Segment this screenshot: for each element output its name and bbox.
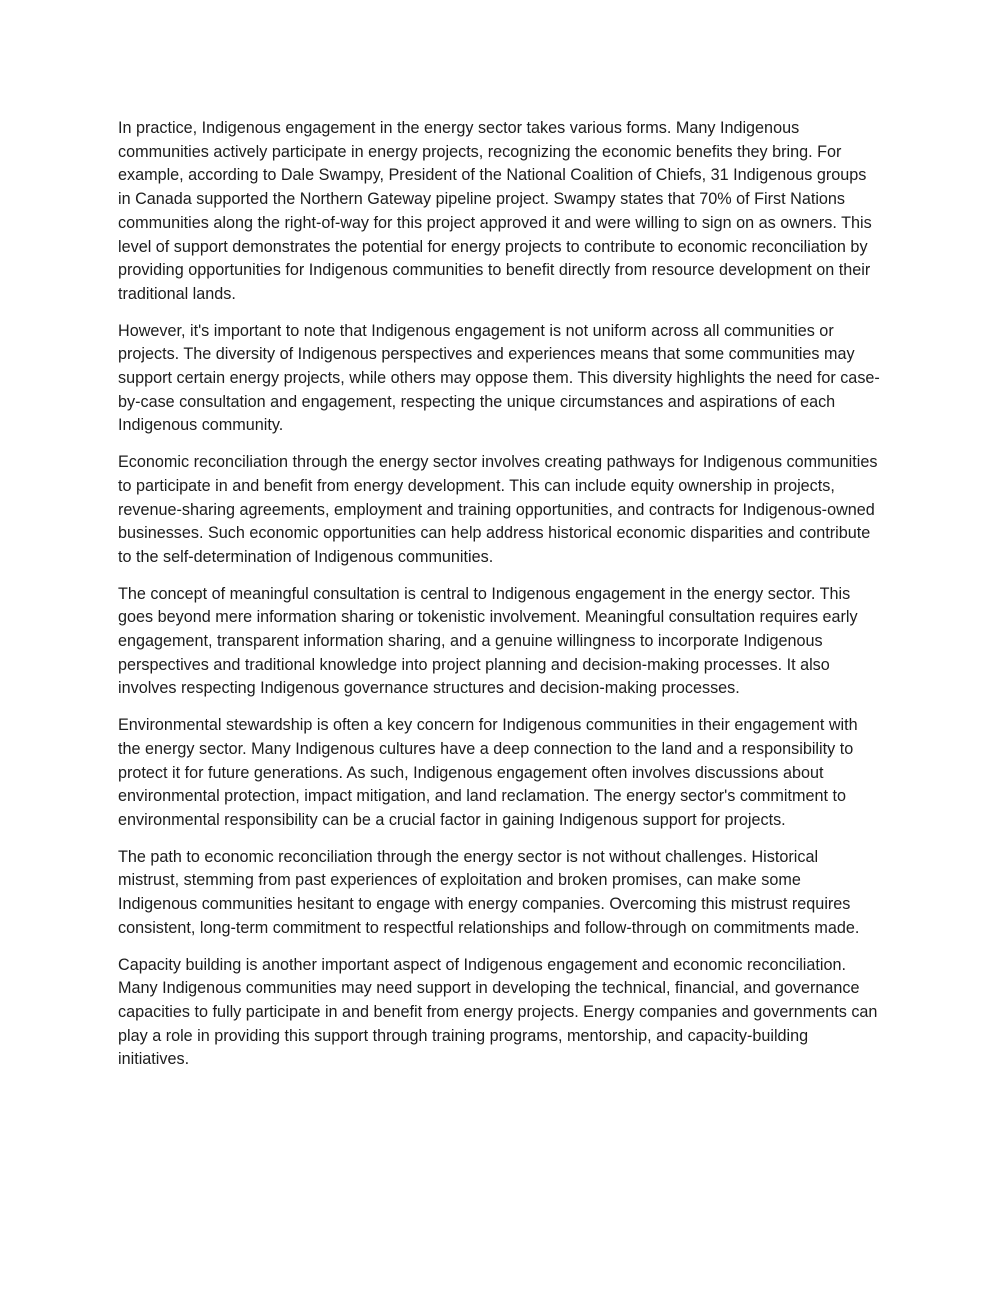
paragraph-capacity-building: Capacity building is another important aspect of Indigenous engagement and economic reconciliation. Many Indigenous communities may need support in developing the technical, financial, and governance capacities to fully participate in and benefit from energy projects. Energy companies and governments can play a role in providing this support through training programs, mentorship, and capacity-building initiatives.: [118, 955, 878, 1069]
paragraph-practice-forms: In practice, Indigenous engagement in the energy sector takes various forms. Many Indigenous communities actively participate in energy projects, recognizing the economic benefits they bring. For example, according to Dale Swampy, President of the National Coalition of Chiefs, 31 Indigenous groups in Canada supported the Northern Gateway pipeline project. Swampy states that 70% of First Nations communities along the right-of-way for this project approved it and were willing to sign on as owners. This level of support demonstrates the potential for energy projects to contribute to economic reconciliation by providing opportunities for Indigenous communities to benefit directly from resource development on their traditional lands.: [118, 119, 872, 303]
paragraph-challenges: The path to economic reconciliation through the energy sector is not without challenges. Historical mistrust, stemming from past experiences of exploitation and broken promises, can make some Indigenous communities hesitant to engage with energy companies. Overcoming this mistrust requires consistent, long-term commitment to respectful relationships and follow-through on commitments made.: [118, 847, 860, 937]
document-body: [118, 117, 882, 1085]
paragraph-engagement-not-uniform: However, it's important to note that Indigenous engagement is not uniform across all communities or projects. The diversity of Indigenous perspectives and experiences means that some communities may support certain energy projects, while others may oppose them. This diversity highlights the need for case-by-case consultation and engagement, respecting the unique circumstances and aspirations of each Indigenous community.: [118, 321, 880, 435]
paragraph-meaningful-consultation: The concept of meaningful consultation is central to Indigenous engagement in the energy sector. This goes beyond mere information sharing or tokenistic involvement. Meaningful consultation requires early engagement, transparent information sharing, and a genuine willingness to incorporate Indigenous perspectives and traditional knowledge into project planning and decision-making processes. It also involves respecting Indigenous governance structures and decision-making processes.: [118, 584, 858, 698]
paragraph-economic-reconciliation: Economic reconciliation through the energy sector involves creating pathways for Indigenous communities to participate in and benefit from energy development. This can include equity ownership in projects, revenue-sharing agreements, employment and training opportunities, and contracts for Indigenous-owned businesses. Such economic opportunities can help address historical economic disparities and contribute to the self-determination of Indigenous communities.: [118, 453, 878, 566]
paragraph-environmental-stewardship: Environmental stewardship is often a key concern for Indigenous communities in their engagement with the energy sector. Many Indigenous cultures have a deep connection to the land and a responsibility to protect it for future generations. As such, Indigenous engagement often involves discussions about environmental protection, impact mitigation, and land reclamation. The energy sector's commitment to environmental responsibility can be a crucial factor in gaining Indigenous support for projects.: [118, 716, 858, 829]
